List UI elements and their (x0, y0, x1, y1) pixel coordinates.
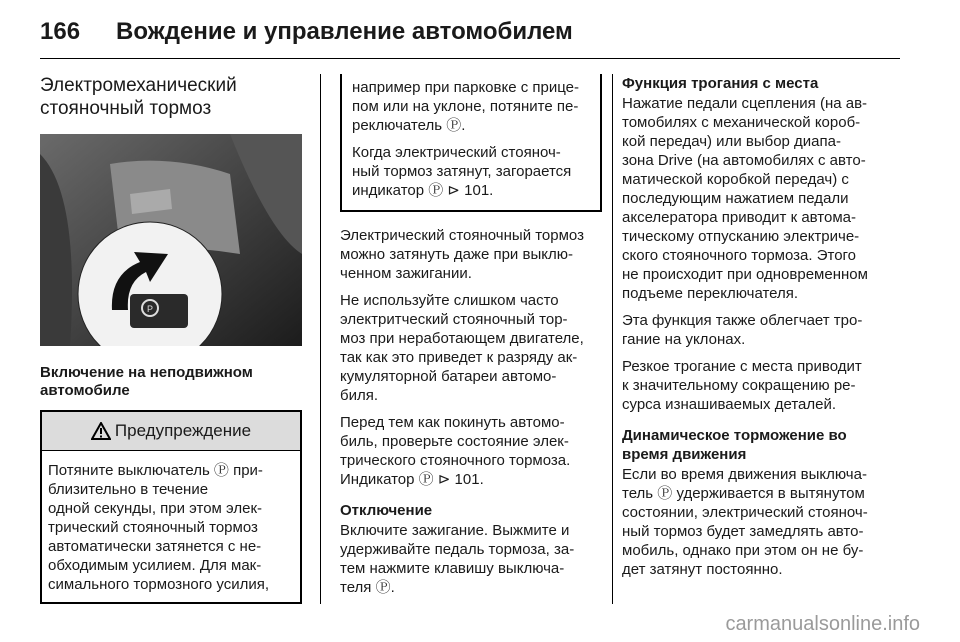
header-divider (40, 58, 900, 59)
page-header (40, 12, 573, 52)
parking-brake-illustration (40, 134, 302, 346)
paragraph: Нажатие педали сцепления (на ав- томобилях с механической короб- кой передач) или выбор диапа- зона Drive (на автомобилях с авто- матической коробкой передач) с последующим нажатием педали акселератора приводит к автома- тическому отпусканию электриче- ского стояночного тормоза. Этого не происходит при одновременном подъеме переключателя. (622, 95, 868, 302)
warning-title: Предупреждение (114, 421, 252, 440)
drive-away-heading: Функция трогания с места (622, 75, 819, 92)
paragraph: Электрический стояночный тормоз можно затянуть даже при выклю- ченном зажигании. (340, 227, 584, 282)
off-text: Включите зажигание. Выжмите и удерживайте педаль тормоза, за- тем нажмите клавишу выключа- теля Ⓟ. (340, 522, 575, 596)
page-title: Вождение и управление автомобилем (116, 18, 573, 45)
column-divider-1 (320, 74, 321, 604)
paragraph: Если во время движения выключа- тель Ⓟ удерживается в вытянутом состоянии, электрический стояноч- ный тормоз будет замедлять авто- мобиль, однако при этом он не бу- дет затянут постоянно. (622, 466, 868, 578)
warning-box (40, 410, 302, 604)
photo-caption: Включение на неподвижном автомобиле (40, 364, 253, 399)
off-heading: Отключение (340, 502, 433, 519)
watermark: carmanualsonline.info (725, 613, 920, 635)
page-number: 166 (40, 18, 81, 45)
warning-text: Потяните выключатель Ⓟ при- близительно в течение одной секунды, при этом элек- трический стояночный тормоз автоматически затянется с не- обходимым усилием. Для мак- симального тормозного усилия, (48, 462, 270, 593)
column-2 (340, 74, 602, 605)
paragraph: Эта функция также облегчает тро- гание на уклонах. (622, 312, 863, 348)
box-paragraph: Когда электрический стояноч- ный тормоз затянут, загорается индикатор Ⓟ ⊳ 101. (352, 144, 572, 199)
paragraph: Перед тем как покинуть автомо- биль, проверьте состояние элек- трического стояночного тормоза. Индикатор Ⓟ ⊳ 101. (340, 414, 571, 488)
section-title: Электромеханический стояночный тормоз (40, 75, 237, 119)
column-3 (622, 74, 902, 587)
paragraph: Резкое трогание с места приводит к значительному сокращению ре- сурса изнашиваемых деталей. (622, 358, 862, 413)
dynamic-braking-heading: Динамическое торможение во время движения (622, 427, 847, 463)
column-divider-2 (612, 74, 613, 604)
svg-text:P: P (146, 304, 154, 314)
box-paragraph: например при парковке с прице- пом или на уклоне, потяните пе- реключатель Ⓟ. (352, 79, 580, 134)
paragraph: Не используйте слишком часто электритческий стояночный тор- моз при неработающем двигателе, так как это приведет к разряду ак- кумуляторной батареи автомо- биля. (340, 292, 584, 404)
warning-header (42, 412, 300, 451)
column-1 (40, 74, 302, 604)
warning-continued-box (340, 74, 602, 212)
parking-brake-photo (40, 134, 302, 346)
warning-triangle-icon (91, 422, 111, 440)
